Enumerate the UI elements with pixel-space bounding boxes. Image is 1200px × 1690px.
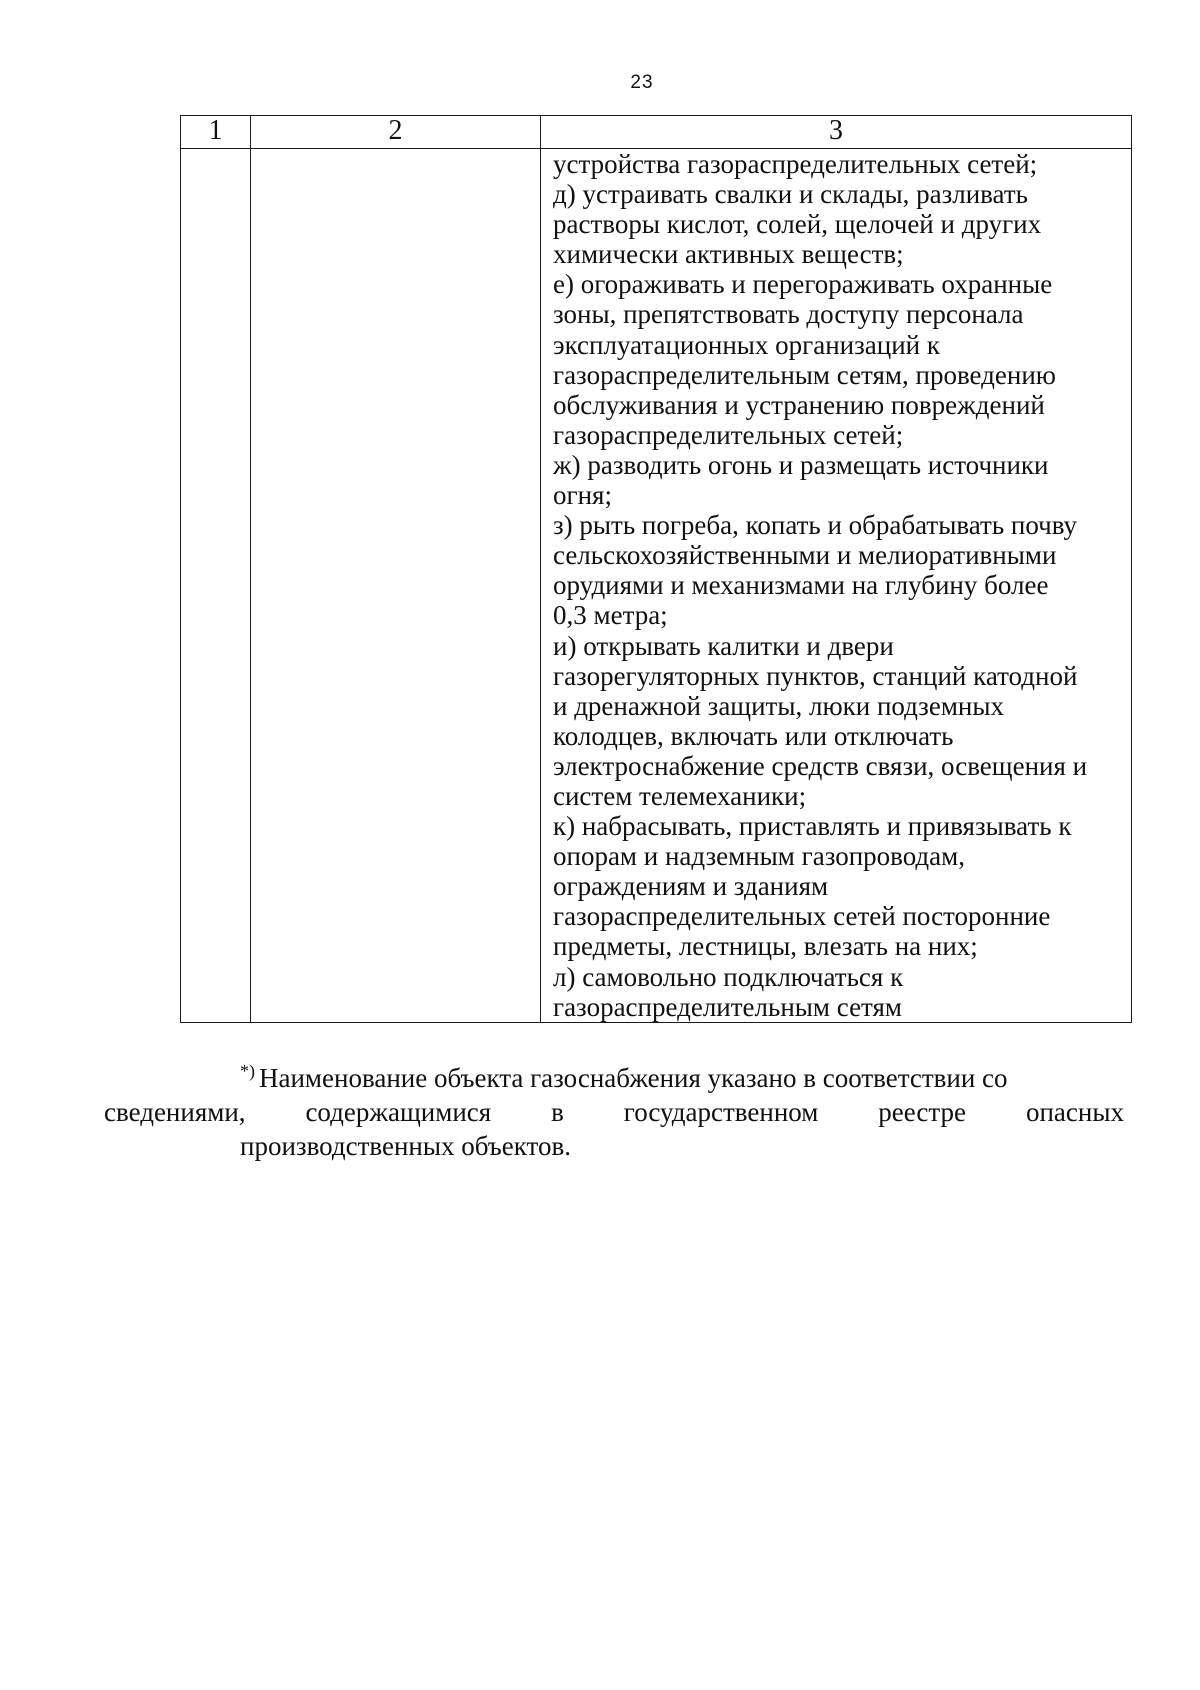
restriction-line: 0,3 метра; <box>553 600 668 631</box>
column-header-3: 3 <box>541 116 1132 149</box>
restriction-line: газораспределительных сетей; <box>553 419 904 450</box>
footnote-text-1: Наименование объекта газоснабжения указано в соответствии со <box>259 1063 1008 1093</box>
footnote-word: государственном <box>623 1097 819 1127</box>
restriction-line: и) открывать калитки и двери <box>553 630 894 661</box>
restriction-line: электроснабжение средств связи, освещения и <box>553 750 1088 781</box>
requirements-table <box>180 115 1132 1023</box>
restriction-line: газораспределительным сетям, проведению <box>553 359 1056 390</box>
table-row <box>181 149 1132 1023</box>
restriction-line: газораспределительным сетям <box>553 991 902 1022</box>
restriction-line: устройства газораспределительных сетей; <box>553 149 1038 179</box>
table-cell-col1 <box>181 149 251 1023</box>
restriction-line: растворы кислот, солей, щелочей и других <box>553 209 1042 240</box>
restriction-line: д) устраивать свалки и склады, разливать <box>553 179 1028 210</box>
footnote-marker: *) <box>240 1061 255 1081</box>
restriction-line: з) рыть погреба, копать и обрабатывать почву <box>553 510 1078 541</box>
restriction-line: химически активных веществ; <box>553 239 904 270</box>
restrictions-text <box>541 149 1131 1022</box>
restriction-line: обслуживания и устранению повреждений <box>553 389 1045 420</box>
restriction-line: эксплуатационных организаций к <box>553 329 940 360</box>
footnote-line-1 <box>172 1054 1124 1095</box>
restriction-line: опорам и надземным газопроводам, <box>553 841 965 872</box>
footnote-line-3: производственных объектов. <box>240 1131 571 1161</box>
page-number: 23 <box>630 72 654 93</box>
table-cell-col2 <box>251 149 541 1023</box>
restriction-line: систем телемеханики; <box>553 780 807 811</box>
footnote-word: в <box>551 1097 564 1127</box>
footnote-word: сведениями, <box>104 1097 246 1127</box>
footnote <box>104 1054 1124 1163</box>
column-header-1: 1 <box>181 116 251 149</box>
restriction-line: к) набрасывать, приставлять и привязывать к <box>553 811 1072 842</box>
footnote-word: реестре <box>878 1097 967 1127</box>
column-header-2: 2 <box>251 116 541 149</box>
restriction-line: е) огораживать и перегораживать охранные <box>553 269 1053 300</box>
restriction-line: л) самовольно подключаться к <box>553 961 904 992</box>
restriction-line: колодцев, включать или отключать <box>553 720 954 751</box>
restriction-line: зоны, препятствовать доступу персонала <box>553 299 1024 330</box>
restriction-line: ж) разводить огонь и размещать источники <box>553 449 1049 480</box>
restriction-line: предметы, лестницы, влезать на них; <box>553 931 978 962</box>
footnote-paragraph <box>104 1054 1124 1163</box>
table-cell-col3 <box>541 149 1132 1023</box>
footnote-word: опасных <box>1025 1097 1124 1127</box>
footnote-line-2 <box>104 1095 1124 1129</box>
table-header-row <box>181 116 1132 149</box>
restriction-line: и дренажной защиты, люки подземных <box>553 690 1005 721</box>
restriction-line: сельскохозяйственными и мелиоративными <box>553 540 1057 571</box>
restriction-line: ограждениям и зданиям <box>553 871 829 902</box>
restriction-line: газораспределительных сетей посторонние <box>553 901 1051 932</box>
restriction-line: орудиями и механизмами на глубину более <box>553 570 1049 601</box>
footnote-word: содержащимися <box>305 1097 492 1127</box>
restriction-line: газорегуляторных пунктов, станций катодной <box>553 660 1078 691</box>
restriction-line: огня; <box>553 480 612 511</box>
